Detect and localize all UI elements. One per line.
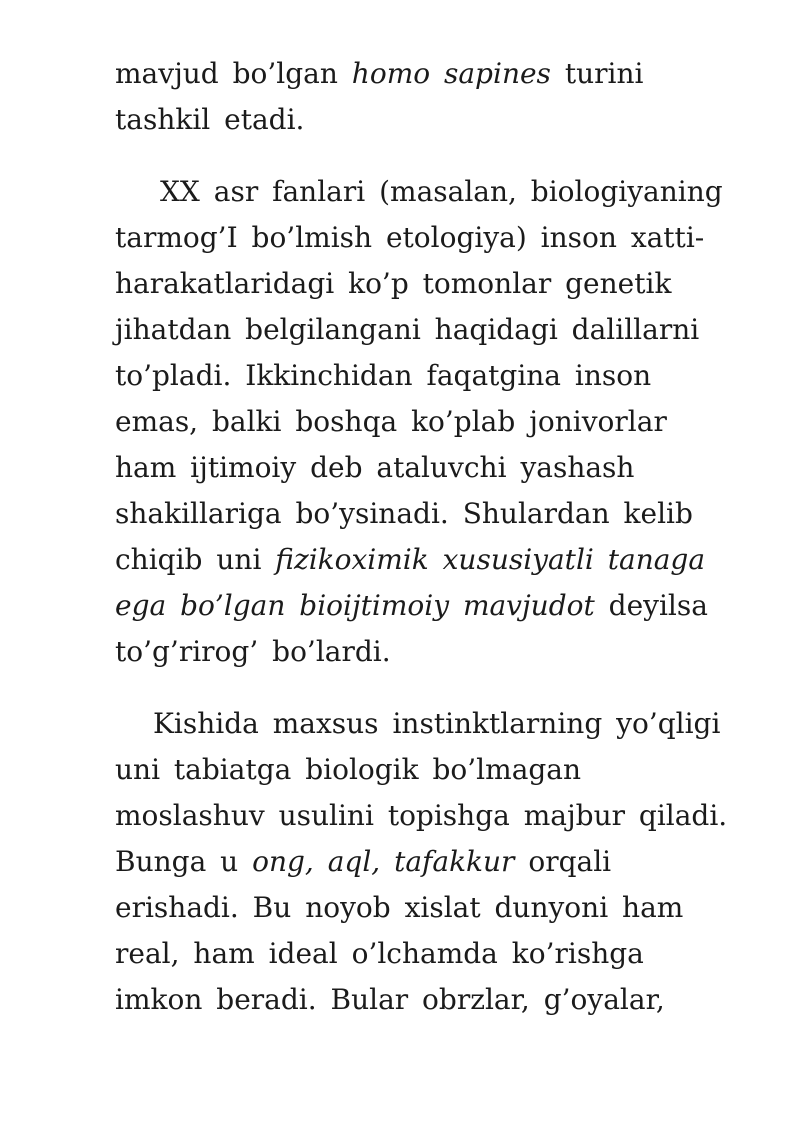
text-segment: emas, balki boshqa ko’plab jonivorlar (115, 405, 667, 438)
italic-phrase: fizikoximik xususiyatli tanaga (275, 543, 706, 576)
text-line (115, 399, 667, 445)
text-segment: harakatlaridagi ko’p tomonlar genetik (115, 267, 672, 300)
text-segment: to’g’rirog’ bo’lardi. (115, 635, 391, 668)
text-line (115, 977, 665, 1023)
text-line (115, 931, 644, 977)
text-line (115, 839, 611, 885)
text-line (115, 97, 304, 143)
text-line (115, 583, 708, 629)
text-line (115, 261, 671, 307)
text-segment: ham ijtimoiy deb ataluvchi yashash (115, 451, 635, 484)
italic-phrase: ong, aql, tafakkur (252, 845, 515, 878)
text-segment: turini (550, 57, 644, 90)
text-segment: imkon beradi. Bular obrzlar, g’oyalar, (115, 983, 665, 1016)
text-segment: Bunga u (115, 845, 253, 878)
italic-phrase: homo sapines (351, 57, 551, 90)
text-segment: XX asr fanlari (masalan, biologiyaning (160, 175, 723, 208)
text-segment: orqali (514, 845, 612, 878)
text-line (115, 307, 699, 353)
text-segment: mavjud bo’lgan (115, 57, 352, 90)
text-segment: Kishida maxsus instinktlarning yo’qligi (153, 707, 721, 740)
text-line (115, 793, 727, 839)
text-segment: jihatdan belgilangani haqidagi dalillarni (115, 313, 700, 346)
text-segment: moslashuv usulini topishga majbur qiladi. (115, 799, 728, 832)
text-line (115, 51, 643, 97)
text-line (115, 491, 693, 537)
text-line (160, 169, 723, 215)
text-line (115, 747, 581, 793)
text-line (115, 215, 704, 261)
text-line (153, 701, 720, 747)
text-segment: real, ham ideal o’lchamda ko’rishga (115, 937, 644, 970)
text-line (115, 537, 705, 583)
text-segment: uni tabiatga biologik bo’lmagan (115, 753, 582, 786)
text-segment: to’pladi. Ikkinchidan faqatgina inson (115, 359, 652, 392)
text-segment: erishadi. Bu noyob xislat dunyoni ham (115, 891, 684, 924)
text-line (115, 445, 634, 491)
text-segment: shakillariga bo’ysinadi. Shulardan kelib (115, 497, 693, 530)
text-line (115, 885, 683, 931)
text-segment: tarmog’I bo’lmish etologiya) inson xatti- (115, 221, 705, 254)
text-segment: chiqib uni (115, 543, 276, 576)
text-line (115, 353, 651, 399)
text-line (115, 629, 391, 675)
italic-phrase: ega bo’lgan bioijtimoiy mavjudot (115, 589, 595, 622)
text-segment: tashkil etadi. (115, 103, 305, 136)
text-segment: deyilsa (594, 589, 708, 622)
